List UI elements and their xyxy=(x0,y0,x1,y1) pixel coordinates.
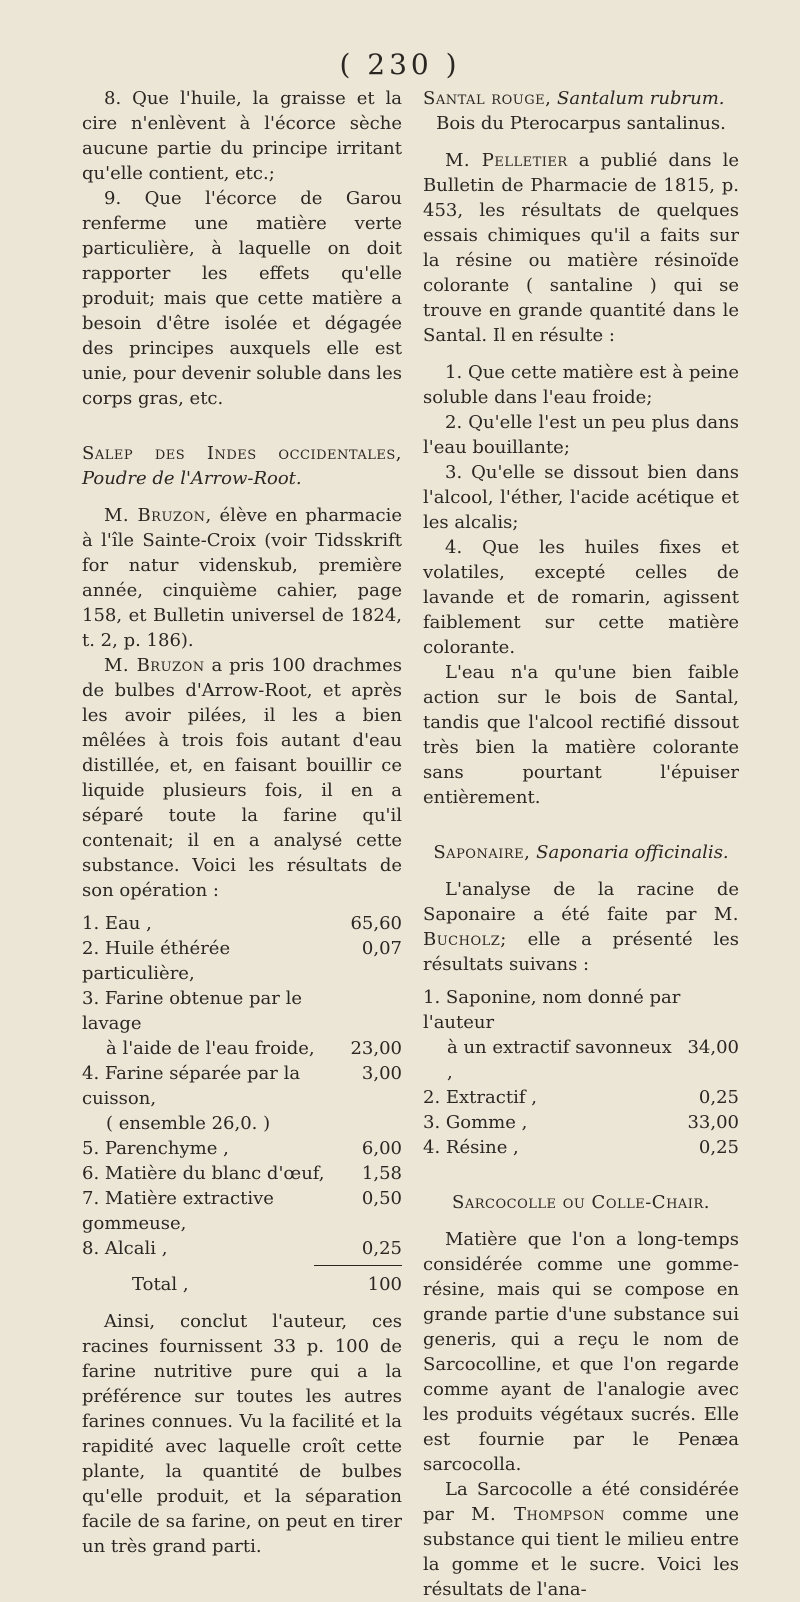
table-row xyxy=(82,1061,402,1111)
right-paragraph-bucholz xyxy=(423,877,739,977)
author-name: M. Pelletier xyxy=(445,150,568,171)
heading-saponaire-title: Saponaire, xyxy=(433,842,531,863)
table-row xyxy=(82,936,402,986)
row-value: 23,00 xyxy=(350,1038,402,1059)
paragraph-text: elle a présenté les résultats suivans : xyxy=(423,929,739,975)
total-value: 100 xyxy=(367,1274,402,1295)
right-point-2: 2. Qu'elle l'est un peu plus dans l'eau bouillante; xyxy=(423,412,739,458)
table-row xyxy=(82,1036,402,1061)
paragraph-text: L'analyse de la racine de Saponaire a été faite par xyxy=(423,879,739,925)
author-name: M. Bruzon, xyxy=(104,505,212,526)
total-label: Total , xyxy=(132,1274,189,1295)
right-paragraph-thompson xyxy=(423,1477,739,1602)
heading-santal xyxy=(423,86,739,111)
row-label: 4. Farine séparée par la cuisson, xyxy=(82,1063,301,1109)
right-paragraph-pelletier xyxy=(423,148,739,348)
heading-saponaire-latin: Saponaria officinalis. xyxy=(536,842,729,863)
row-label: 5. Parenchyme , xyxy=(82,1138,229,1159)
paragraph-text: élève en pharmacie à l'île Sainte-Croix (voir Tidsskrift for natur videnskub, première année, cinquième cahier, page 158, et Bulletin universel de 1824, t. 2, p. 186). xyxy=(82,505,402,651)
table-row xyxy=(423,1110,739,1135)
row-value: 1,58 xyxy=(361,1163,402,1184)
right-paragraph-sarcocolle: Matière que l'on a long-temps considérée comme une gomme-résine, mais qui se compose en grande partie d'une substance sui generis, qui a reçu le nom de Sarcocolline, et que l'on regarde comme ayant de l'analogie avec les produits végétaux sucrés. Elle est fournie par le Penæa sarcocolla. xyxy=(423,1229,739,1475)
author-name: M. Bucholz; xyxy=(423,904,739,950)
paragraph-text: a publié dans le Bulletin de Pharmacie de 1815, p. 453, les résultats de quelques essais chimiques qu'il a faits sur la résine ou matière résinoïde colorante ( santaline ) qui se trouve en grande quantité dans le Santal. Il en résulte : xyxy=(423,150,739,346)
heading-santal-title: Santal rouge, xyxy=(423,88,552,109)
heading-sarcocolle-title: Sarcocolle ou Colle-Chair. xyxy=(452,1192,710,1213)
table-row xyxy=(82,1111,402,1136)
table-row xyxy=(82,986,402,1036)
table-row xyxy=(82,1186,402,1236)
total-row xyxy=(82,1272,402,1297)
row-label: 3. Farine obtenue par le lavage xyxy=(82,988,303,1034)
saponaire-analysis-table xyxy=(423,985,739,1160)
row-label: à l'aide de l'eau froide, xyxy=(106,1038,315,1059)
row-value: 0,07 xyxy=(361,938,402,959)
row-value: 3,00 xyxy=(361,1063,402,1084)
total-rule xyxy=(314,1265,402,1266)
row-value: 0,25 xyxy=(361,1238,402,1259)
paragraph-text: La Sarcocolle a été considérée par xyxy=(423,1479,739,1525)
row-label: 1. Eau , xyxy=(82,913,152,934)
right-point-1: 1. Que cette matière est à peine soluble dans l'eau froide; xyxy=(423,362,739,408)
row-value: 34,00 xyxy=(687,1037,739,1058)
table-row xyxy=(423,1135,739,1160)
table-row xyxy=(423,1085,739,1110)
row-label: 8. Alcali , xyxy=(82,1238,168,1259)
heading-sarcocolle xyxy=(423,1190,739,1215)
right-point-4: 4. Que les huiles fixes et volatiles, excepté celles de lavande et de romarin, agissent faiblement sur cette matière colorante. xyxy=(423,537,739,658)
row-value xyxy=(344,1111,402,1136)
page-number: ( 230 ) xyxy=(339,48,461,81)
heading-santal-latin: Santalum rubrum. xyxy=(557,88,725,109)
table-row xyxy=(82,1136,402,1161)
heading-salep-title: Salep des Indes occidentales, xyxy=(82,443,402,464)
row-value: 0,25 xyxy=(698,1087,739,1108)
left-paragraph-bruzon-1 xyxy=(82,503,402,653)
row-value xyxy=(681,985,739,1035)
arrowroot-analysis-table xyxy=(82,911,402,1261)
row-label: à un extractif savonneux , xyxy=(447,1037,672,1083)
left-paragraph-conclusion: Ainsi, conclut l'auteur, ces racines fournissent 33 p. 100 de farine nutritive pure qui a la préférence sur toutes les autres farines connues. Vu la facilité et la rapidité avec laquelle croît cette plante, la quantité de bulbes qu'elle produit, et la séparation facile de sa farine, on peut en tirer un très grand parti. xyxy=(82,1311,402,1557)
left-column xyxy=(82,86,402,1559)
row-value: 0,50 xyxy=(361,1188,402,1209)
author-name: M. Thompson xyxy=(471,1504,605,1525)
row-label: 7. Matière extractive gommeuse, xyxy=(82,1188,274,1234)
paragraph-text: comme une substance qui tient le milieu entre la gomme et le sucre. Voici les résultats de l'ana- xyxy=(423,1504,739,1600)
right-paragraph-water: L'eau n'a qu'une bien faible action sur le bois de Santal, tandis que l'alcool rectifié dissout très bien la matière colorante sans pourtant l'épuiser entièrement. xyxy=(423,662,739,808)
row-value: 65,60 xyxy=(350,913,402,934)
right-point-3: 3. Qu'elle se dissout bien dans l'alcool, l'éther, l'acide acétique et les alcalis; xyxy=(423,462,739,533)
table-row xyxy=(82,911,402,936)
paragraph-text: a pris 100 drachmes de bulbes d'Arrow-Root, et après les avoir pilées, il les a bien mêlées à trois fois autant d'eau distillée, et, en faisant bouillir ce liquide plusieurs fois, il en a séparé toute la farine qu'il contenait; il en a analysé cette substance. Voici les résultats de son opération : xyxy=(82,655,402,901)
heading-santal-subtitle: Bois du Pterocarpus santalinus. xyxy=(436,113,726,134)
table-row xyxy=(82,1236,402,1261)
author-name: M. Bruzon xyxy=(104,655,205,676)
arrowroot-total-table xyxy=(82,1272,402,1297)
left-paragraph-bruzon-2 xyxy=(82,653,402,903)
row-label: 3. Gomme , xyxy=(423,1112,528,1133)
table-row xyxy=(82,1161,402,1186)
row-value xyxy=(344,986,402,1036)
row-value: 33,00 xyxy=(687,1112,739,1133)
row-label: ( ensemble 26,0. ) xyxy=(106,1113,271,1134)
left-paragraph-9: 9. Que l'écorce de Garou renferme une matière verte particulière, à laquelle on doit rapporter les effets qu'elle produit; mais que cette matière a besoin d'être isolée et dégagée des principes auxquels elle est unie, pour devenir soluble dans les corps gras, etc. xyxy=(82,188,402,409)
row-value: 6,00 xyxy=(361,1138,402,1159)
right-column xyxy=(423,86,739,1602)
heading-salep xyxy=(82,441,402,491)
left-paragraph-8: 8. Que l'huile, la graisse et la cire n'enlèvent à l'écorce sèche aucune partie du principe irritant qu'elle contient, etc.; xyxy=(82,88,402,184)
table-row xyxy=(423,985,739,1035)
row-value: 0,25 xyxy=(698,1137,739,1158)
row-label: 4. Résine , xyxy=(423,1137,519,1158)
table-row xyxy=(423,1035,739,1085)
row-label: 2. Huile éthérée particulière, xyxy=(82,938,231,984)
heading-saponaire xyxy=(423,840,739,865)
row-label: 6. Matière du blanc d'œuf, xyxy=(82,1163,325,1184)
row-label: 2. Extractif , xyxy=(423,1087,537,1108)
heading-salep-subtitle: Poudre de l'Arrow-Root. xyxy=(82,468,302,489)
row-label: 1. Saponine, nom donné par l'auteur xyxy=(423,987,681,1033)
